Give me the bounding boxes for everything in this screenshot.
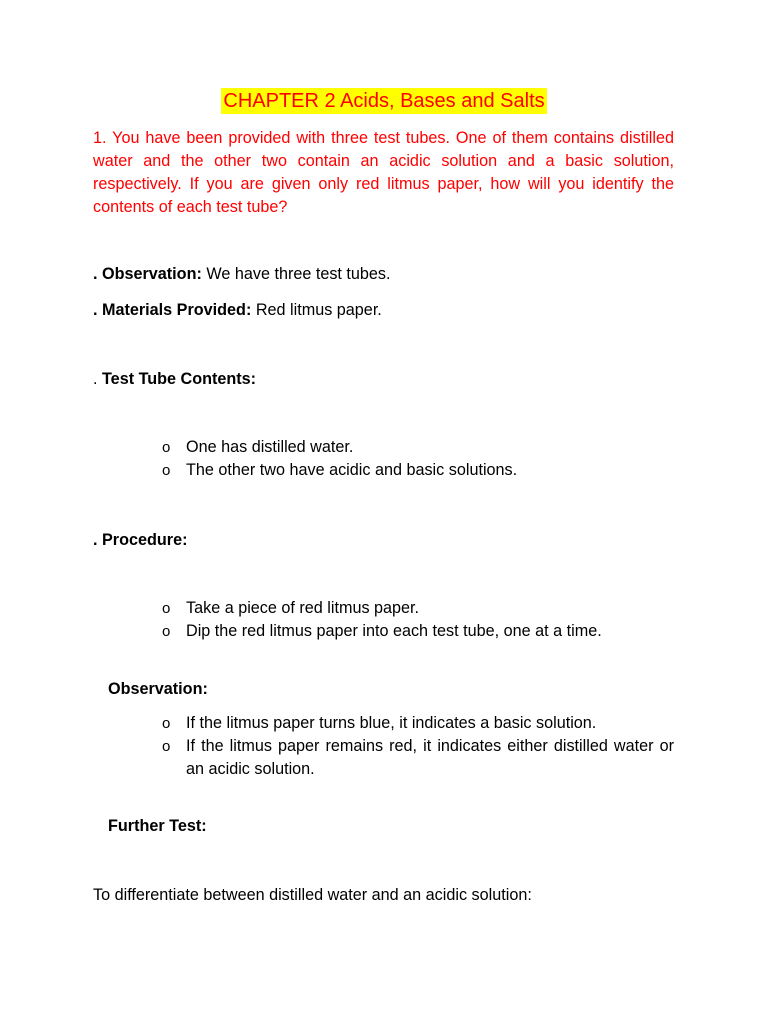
procedure-prefix: . (93, 531, 102, 549)
observation-label: Observation: (102, 265, 202, 283)
list-item (160, 735, 674, 781)
materials-line (93, 299, 382, 321)
bullet-icon: o (162, 462, 171, 479)
list-item (160, 620, 674, 643)
list-item (160, 597, 674, 620)
bullet-icon: o (162, 600, 171, 617)
list-item-text: Take a piece of red litmus paper. (186, 599, 420, 617)
bullet-icon: o (162, 738, 171, 755)
observation-text: We have three test tubes. (201, 265, 391, 283)
chapter-title: CHAPTER 2 Acids, Bases and Salts (223, 90, 545, 112)
question-text: 1. You have been provided with three test tubes. One of them contains distilled water and the other two contain an acidic solution and a basic solution, respectively. If you are given only red litmus paper, how will you identify the contents of each test tube? (93, 129, 674, 216)
list-item-text: If the litmus paper turns blue, it indicates a basic solution. (186, 714, 597, 732)
differentiate-text: To differentiate between distilled water and an acidic solution: (93, 886, 532, 904)
observation-prefix: . (93, 265, 102, 283)
bullet-icon: o (162, 623, 171, 640)
materials-prefix: . (93, 301, 102, 319)
list-item (160, 436, 674, 459)
bullet-icon: o (162, 439, 171, 456)
title-container (0, 88, 768, 114)
further-test-heading: Further Test: (108, 817, 207, 835)
contents-list (160, 436, 674, 482)
observation2-heading: Observation: (108, 680, 208, 698)
materials-label: Materials Provided: (102, 301, 252, 319)
contents-prefix: . (93, 370, 102, 388)
procedure-label: Procedure: (102, 531, 188, 549)
observation2-list (160, 712, 674, 781)
list-item-text: Dip the red litmus paper into each test tube, one at a time. (186, 622, 602, 640)
materials-text: Red litmus paper. (251, 301, 382, 319)
list-item-text: One has distilled water. (186, 438, 354, 456)
list-item (160, 712, 674, 735)
list-item-text: The other two have acidic and basic solutions. (186, 461, 518, 479)
list-item (160, 459, 674, 482)
list-item-text: If the litmus paper remains red, it indicates either distilled water or an acidic solution. (186, 737, 674, 778)
procedure-heading (93, 529, 187, 551)
contents-heading (93, 368, 256, 390)
bullet-icon: o (162, 715, 171, 732)
procedure-list (160, 597, 674, 643)
contents-label: Test Tube Contents: (102, 370, 257, 388)
observation-line (93, 263, 391, 285)
